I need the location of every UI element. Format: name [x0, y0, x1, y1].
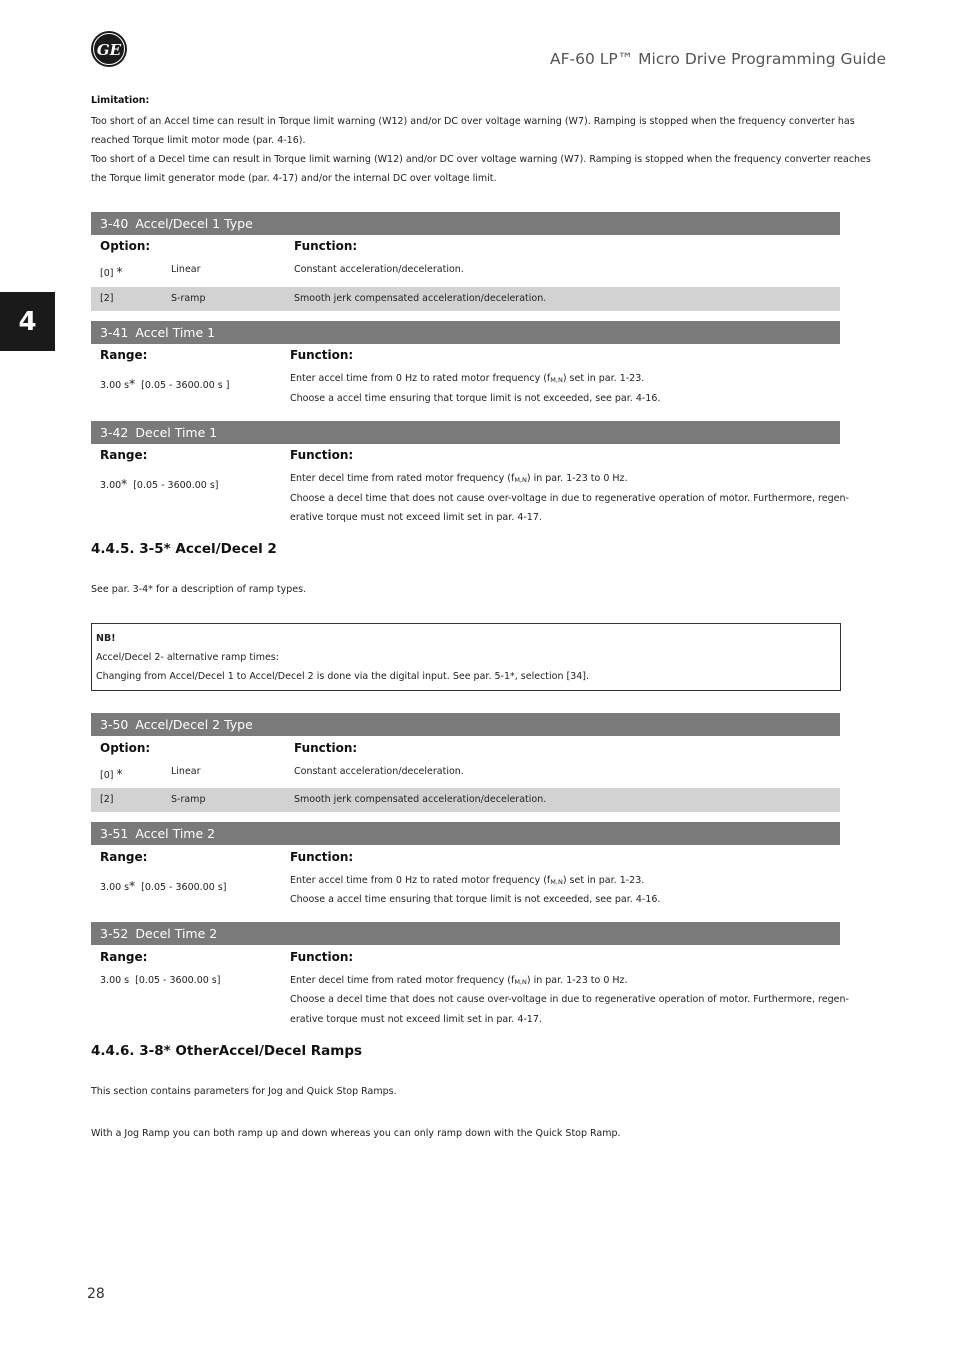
param-header-3-41 [91, 321, 840, 344]
option-description: Smooth jerk compensated acceleration/deceleration. [294, 293, 547, 304]
limitation-line: Too short of a Decel time can result in Torque limit warning (W12) and/or DC over voltage warning (W7). Ramping is stopped when the frequency converter reaches [91, 154, 871, 165]
option-name: S-ramp [171, 794, 206, 805]
option-name: S-ramp [171, 293, 206, 304]
chapter-tab: 4 [0, 292, 55, 351]
param-header-3-51 [91, 822, 840, 845]
param-name: Decel Time 2 [135, 926, 218, 941]
param-name: Accel Time 1 [135, 325, 216, 340]
range-column-header: Range: [100, 950, 148, 964]
function-column-header: Function: [290, 850, 354, 864]
param-name: Decel Time 1 [135, 425, 218, 440]
default-marker: * [129, 879, 136, 893]
option-name: Linear [171, 766, 201, 777]
param-number: 3-40 [100, 216, 129, 231]
option-column-header: Option: [100, 239, 151, 253]
param-number: 3-50 [100, 717, 129, 732]
limitation-line: the Torque limit generator mode (par. 4-17) and/or the internal DC over voltage limit. [91, 173, 497, 184]
option-description: Constant acceleration/deceleration. [294, 264, 464, 275]
document-title: AF-60 LP™ Micro Drive Programming Guide [550, 50, 886, 68]
param-number: 3-51 [100, 826, 129, 841]
option-code: [2] [100, 794, 114, 805]
option-column-header: Option: [100, 741, 151, 755]
function-text: Enter decel time from rated motor frequency (fM,N) in par. 1-23 to 0 Hz. [290, 975, 628, 986]
note-title: NB! [96, 633, 116, 644]
range-value: 3.00 s* [0.05 - 3600.00 s ] [100, 377, 230, 391]
param-name: Accel/Decel 2 Type [135, 717, 253, 732]
param-header-3-42 [91, 421, 840, 444]
param-header-3-40 [91, 212, 840, 235]
range-value: 3.00 s* [0.05 - 3600.00 s] [100, 879, 227, 893]
limitation-text [91, 112, 871, 188]
default-marker: * [116, 265, 123, 279]
note-line: Changing from Accel/Decel 1 to Accel/Decel 2 is done via the digital input. See par. 5-1*, selection [34]. [96, 671, 590, 682]
range-column-header: Range: [100, 348, 148, 362]
note-box [91, 623, 841, 691]
ge-logo [90, 30, 128, 68]
section-text: With a Jog Ramp you can both ramp up and down whereas you can only ramp down with the Quick Stop Ramp. [91, 1128, 621, 1139]
logo-text: GE [96, 41, 122, 59]
limitation-line: reached Torque limit motor mode (par. 4-16). [91, 135, 306, 146]
page-number: 28 [87, 1286, 105, 1302]
function-text: Choose a decel time that does not cause over-voltage in due to regenerative operation of motor. Furthermore, regen- [290, 493, 849, 504]
note-line: Accel/Decel 2- alternative ramp times: [96, 652, 279, 663]
option-description: Constant acceleration/deceleration. [294, 766, 464, 777]
param-number: 3-41 [100, 325, 129, 340]
section-text: See par. 3-4* for a description of ramp types. [91, 584, 307, 595]
function-column-header: Function: [290, 448, 354, 462]
limitation-title: Limitation: [91, 95, 150, 106]
function-column-header: Function: [294, 239, 358, 253]
option-code: [0] * [100, 265, 123, 279]
param-header-3-50 [91, 713, 840, 736]
function-text: Choose a decel time that does not cause over-voltage in due to regenerative operation of motor. Furthermore, regen- [290, 994, 849, 1005]
option-code: [0] * [100, 767, 123, 781]
param-number: 3-52 [100, 926, 129, 941]
range-value: 3.00 s [0.05 - 3600.00 s] [100, 975, 221, 986]
section-heading: 4.4.6. 3-8* OtherAccel/Decel Ramps [91, 1043, 363, 1059]
function-text: Enter accel time from 0 Hz to rated motor frequency (fM,N) set in par. 1-23. [290, 373, 645, 384]
range-column-header: Range: [100, 448, 148, 462]
function-text: erative torque must not exceed limit set in par. 4-17. [290, 512, 542, 523]
param-number: 3-42 [100, 425, 129, 440]
default-marker: * [121, 477, 128, 491]
range-value: 3.00* [0.05 - 3600.00 s] [100, 477, 219, 491]
default-marker: * [129, 377, 136, 391]
param-header-3-52 [91, 922, 840, 945]
function-text: Enter accel time from 0 Hz to rated motor frequency (fM,N) set in par. 1-23. [290, 875, 645, 886]
function-column-header: Function: [290, 950, 354, 964]
function-text: Choose a accel time ensuring that torque limit is not exceeded, see par. 4-16. [290, 894, 661, 905]
default-marker: * [116, 767, 123, 781]
param-name: Accel Time 2 [135, 826, 216, 841]
option-description: Smooth jerk compensated acceleration/deceleration. [294, 794, 547, 805]
param-name: Accel/Decel 1 Type [135, 216, 253, 231]
limitation-line: Too short of an Accel time can result in Torque limit warning (W12) and/or DC over voltage warning (W7). Ramping is stopped when the frequency converter has [91, 116, 855, 127]
function-text: Enter decel time from rated motor frequency (fM,N) in par. 1-23 to 0 Hz. [290, 473, 628, 484]
section-text: This section contains parameters for Jog and Quick Stop Ramps. [91, 1086, 397, 1097]
option-name: Linear [171, 264, 201, 275]
function-column-header: Function: [294, 741, 358, 755]
function-column-header: Function: [290, 348, 354, 362]
option-code: [2] [100, 293, 114, 304]
function-text: erative torque must not exceed limit set in par. 4-17. [290, 1014, 542, 1025]
function-text: Choose a accel time ensuring that torque limit is not exceeded, see par. 4-16. [290, 393, 661, 404]
section-heading: 4.4.5. 3-5* Accel/Decel 2 [91, 541, 277, 557]
range-column-header: Range: [100, 850, 148, 864]
